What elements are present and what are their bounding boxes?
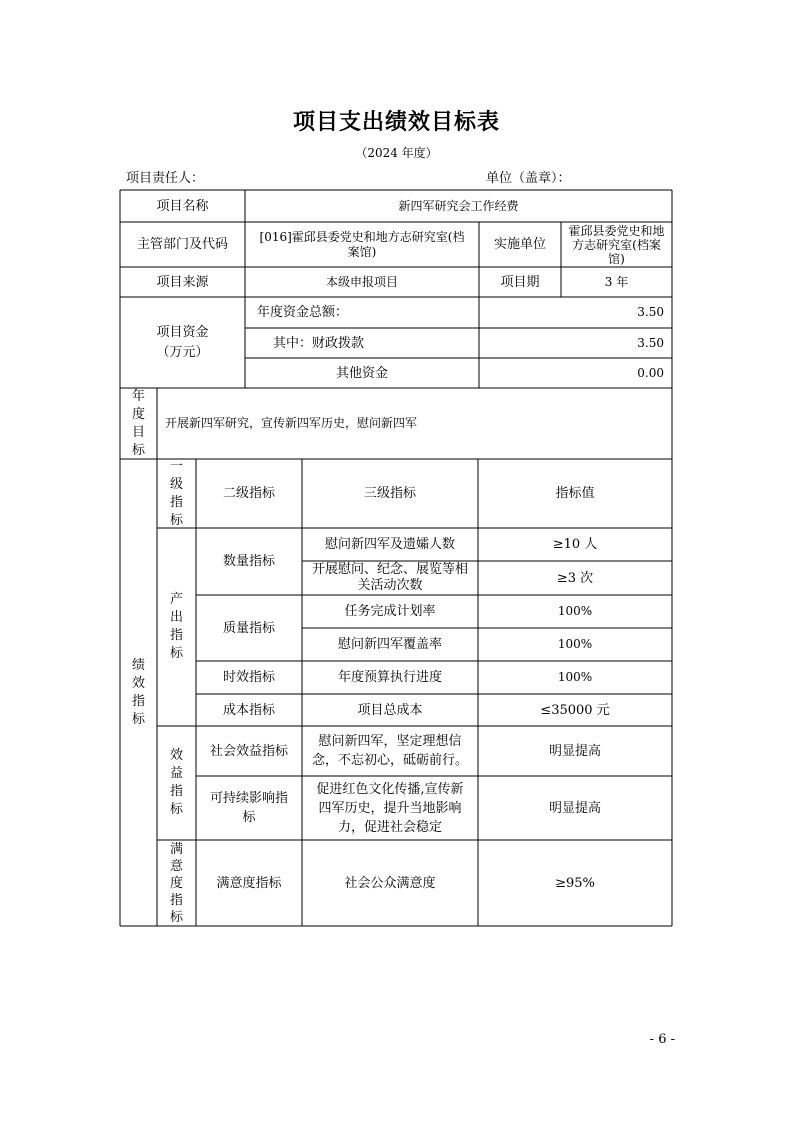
source-value: 本级申报项目	[325, 274, 398, 289]
funds-unit-text: （万元）	[156, 344, 209, 360]
unit-seal-label: 单位（盖章）：	[486, 171, 571, 186]
table-row-name: 慰问新四军，坚定理想信念，不忘初心，砥砺前行。	[311, 734, 468, 768]
table-row-value: 100%	[557, 670, 593, 684]
level2-header: 二级指标	[222, 486, 275, 501]
quality-indicator-label: 质量指标	[222, 620, 275, 636]
impl-unit-label: 实施单位	[493, 237, 546, 252]
source-label: 项目来源	[156, 274, 209, 290]
table-row-value: 100%	[557, 604, 593, 618]
table-row-value: ≥3 次	[556, 570, 594, 586]
table-row-name: 任务完成计划率	[344, 604, 436, 619]
table-row-name: 促进红色文化传播,宣传新四军历史，提升当地影响力，促进社会稳定	[316, 781, 464, 835]
annual-goal-text: 开展新四军研究，宣传新四军历史，慰问新四军	[165, 416, 418, 430]
level3-header: 三级指标	[363, 486, 416, 501]
table-row-name: 开展慰问、纪念、展览等相关活动次数	[311, 562, 468, 593]
funds-fiscal-label: 其中：财政拨款	[273, 335, 365, 351]
page-number: - 6 -	[649, 1032, 675, 1047]
satisfaction-indicator-label: 满 意 度 指 标	[169, 841, 183, 925]
table-row-value: 明显提高	[548, 743, 601, 759]
dept-value: [016]霍邱县委党史和地方志研究室(档案馆)	[259, 229, 465, 259]
table-row-value: ≤35000 元	[540, 702, 610, 718]
funds-other-value: 0.00	[637, 365, 664, 380]
project-name-value: 新四军研究会工作经费	[398, 198, 519, 213]
table-row-value: ≥10 人	[552, 537, 598, 552]
timeliness-indicator-label: 时效指标	[222, 670, 275, 685]
funds-total-label: 年度资金总额：	[257, 305, 349, 320]
dept-label: 主管部门及代码	[136, 237, 228, 252]
table-row-name: 慰问新四军覆盖率	[337, 637, 442, 652]
output-indicator-label: 产 出 指 标	[169, 592, 183, 661]
year-subtitle: （2024 年度）	[355, 146, 438, 160]
benefit-indicator-label: 效 益 指 标	[169, 748, 183, 817]
table-row-name: 社会公众满意度	[344, 875, 436, 891]
table-row-value: 明显提高	[548, 800, 601, 816]
level1-header: 一 级 指 标	[169, 458, 183, 528]
page-title: 项目支出绩效目标表	[292, 109, 500, 135]
value-header: 指标值	[555, 486, 595, 501]
table-row-value: ≥95%	[555, 875, 595, 891]
funds-other-label: 其他资金	[335, 365, 388, 381]
funds-total-value: 3.50	[637, 305, 664, 319]
quantity-indicator-label: 数量指标	[222, 554, 275, 569]
cost-indicator-label: 成本指标	[222, 702, 275, 718]
table-row-name: 项目总成本	[357, 702, 423, 718]
table-row-name: 年度预算执行进度	[337, 670, 442, 685]
performance-indicator-label: 绩 效 指 标	[131, 657, 145, 727]
social-benefit-label: 社会效益指标	[209, 743, 288, 759]
table-row-name: 慰问新四军及遗孀人数	[324, 537, 455, 552]
impl-unit-value: 霍邱县委党史和地方志研究室(档案馆)	[568, 223, 665, 266]
period-value: 3 年	[604, 274, 629, 289]
funds-label-text: 项目资金	[156, 324, 209, 340]
funds-label	[120, 297, 245, 388]
sustainable-impact-label: 可持续影响指标	[209, 791, 288, 825]
responsible-person-label: 项目责任人：	[126, 171, 205, 186]
project-name-label: 项目名称	[156, 198, 209, 214]
annual-goal-label: 年 度 目 标	[131, 388, 145, 458]
period-label: 项目期	[500, 274, 540, 290]
satisfaction-level2-label: 满意度指标	[216, 875, 282, 891]
table-row-value: 100%	[557, 637, 593, 651]
funds-fiscal-value: 3.50	[637, 335, 664, 350]
